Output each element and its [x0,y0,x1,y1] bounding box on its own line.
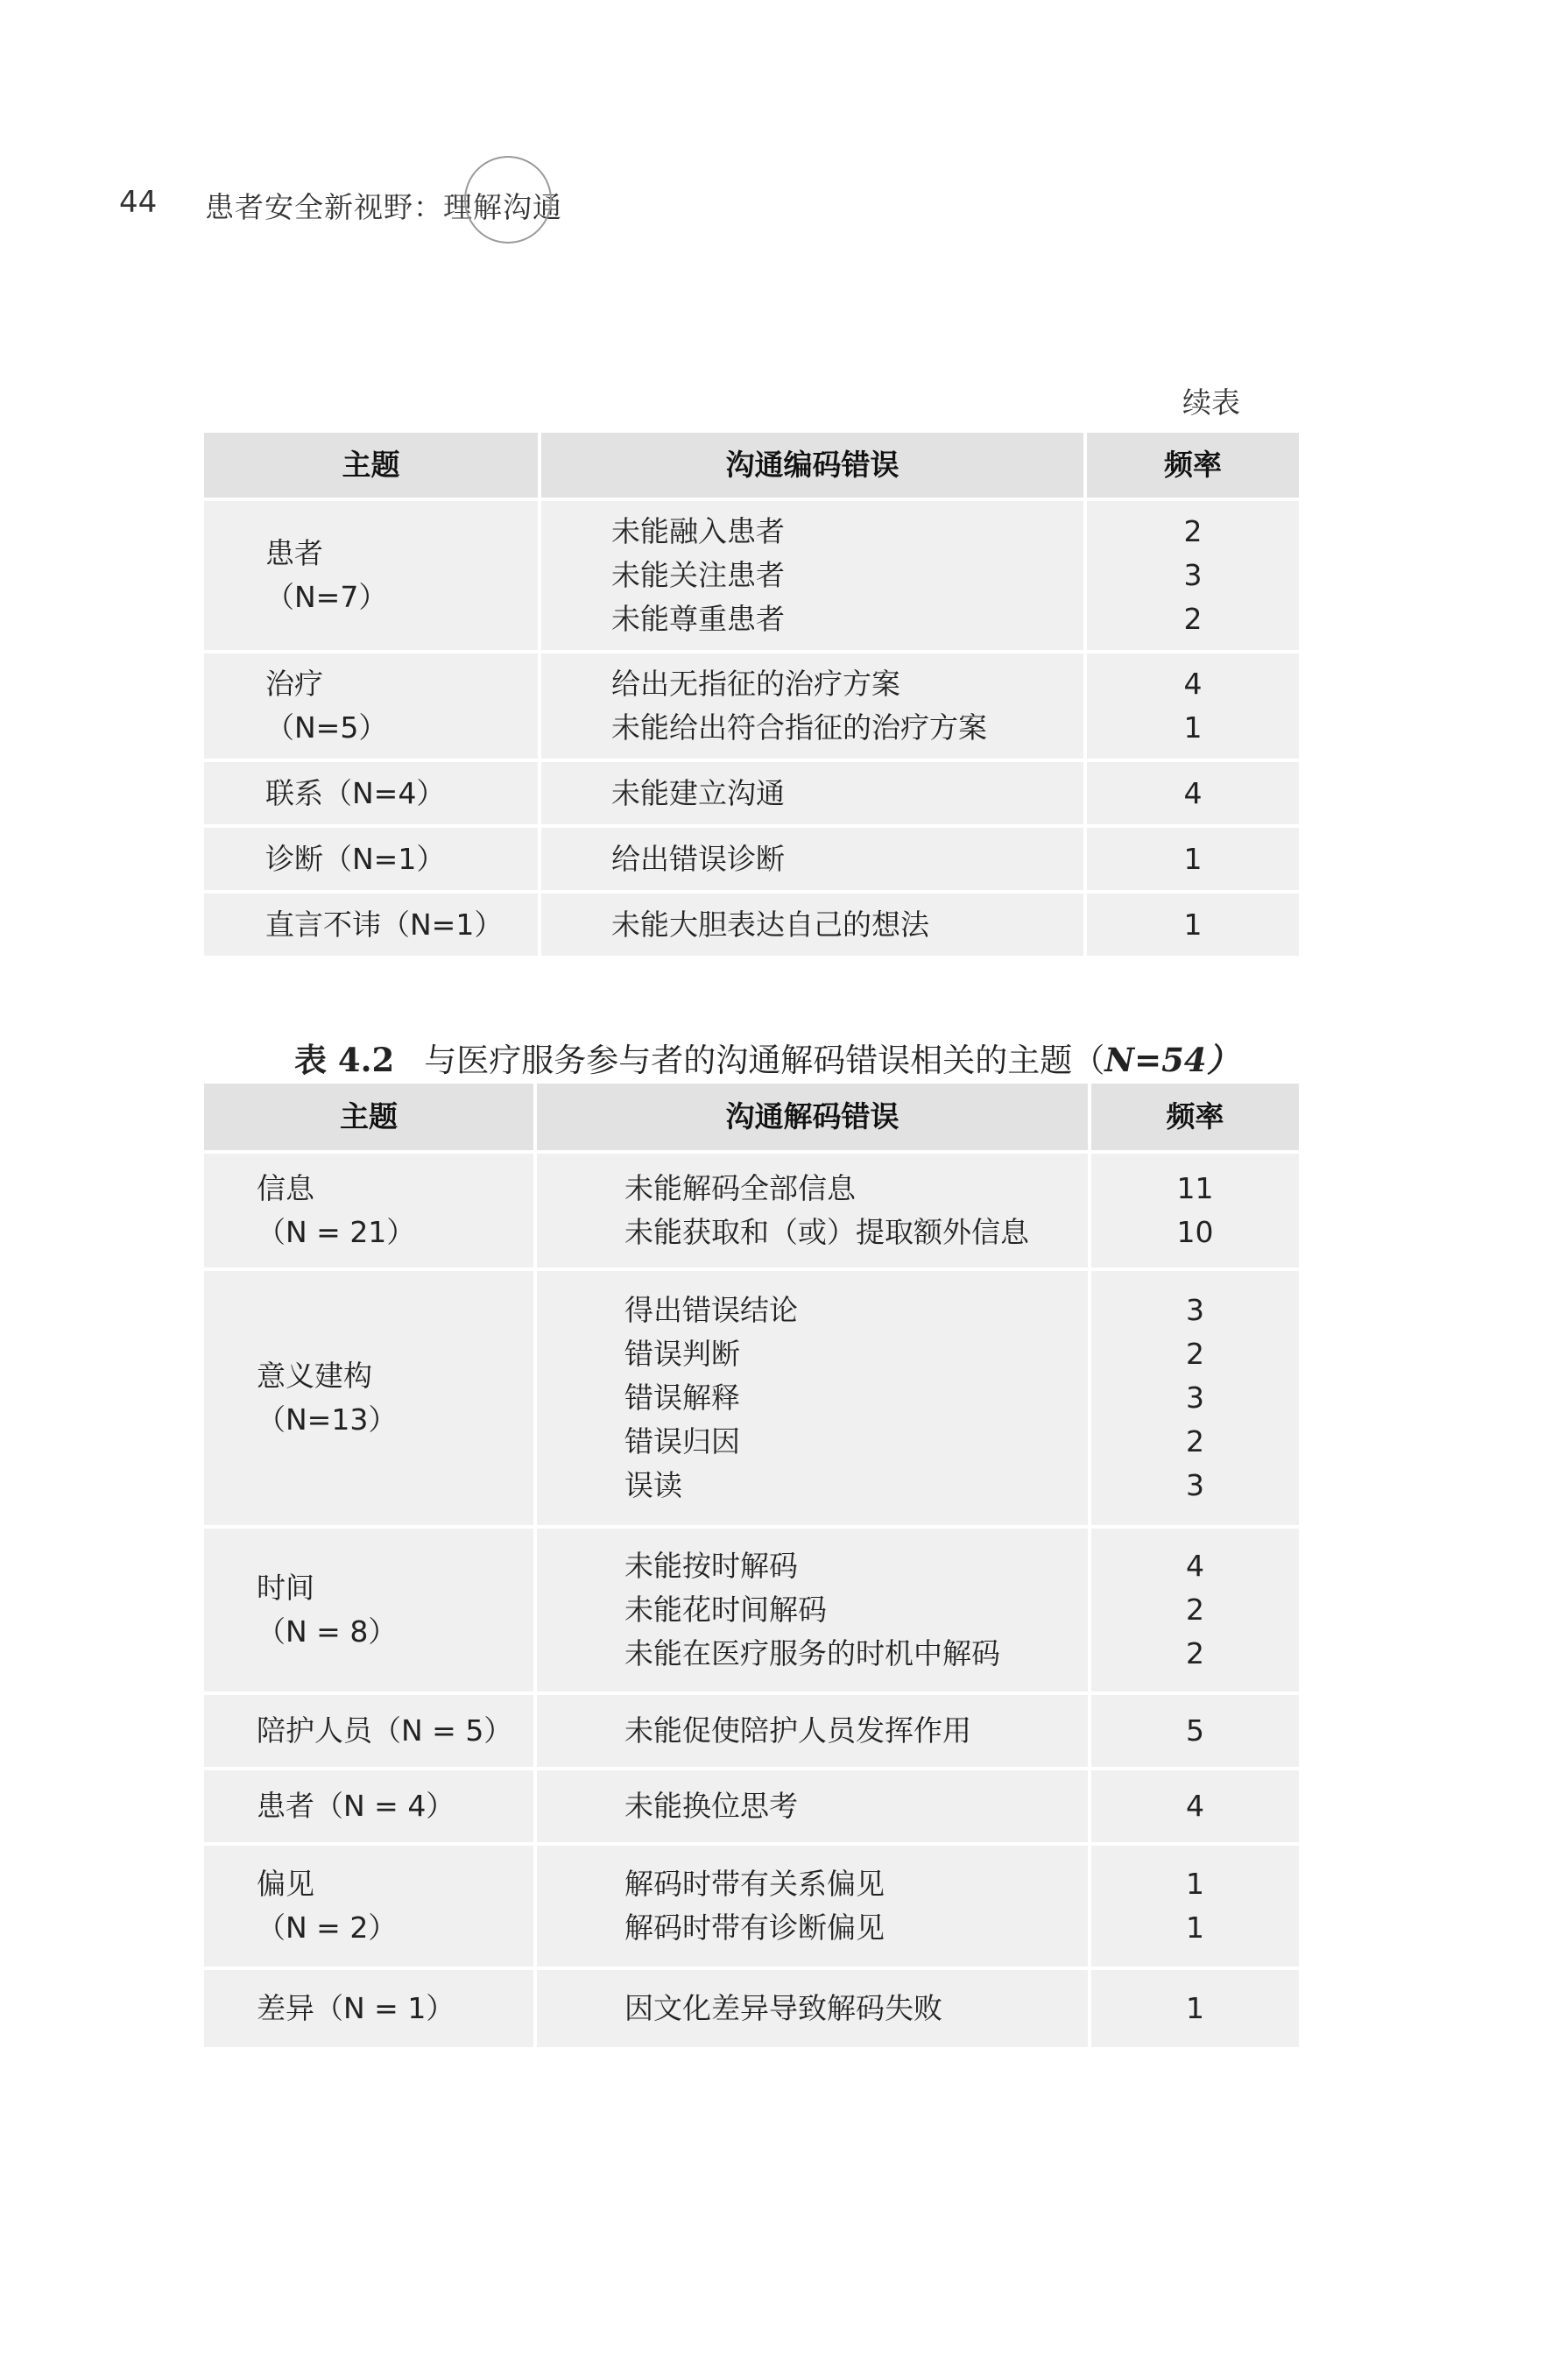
error-item: 未能融入患者 [611,514,785,548]
frequency-cell [1083,828,1299,890]
frequency-value: 1 [1186,1867,1204,1901]
decoding-errors-table [204,1084,1299,2051]
table-row [204,501,1299,653]
table-row [204,1695,1299,1770]
theme-cell [204,762,538,824]
table-row [204,828,1299,893]
error-item: 未能获取和（或）提取额外信息 [624,1215,1029,1249]
header-errors: 沟通编码错误 [538,433,1083,498]
header-frequency: 频率 [1088,1084,1299,1150]
errors-cell [533,1529,1088,1691]
frequency-value: 2 [1183,602,1203,636]
theme-cell [204,501,538,650]
theme-name: 陪护人员（N = 5） [257,1713,513,1748]
errors-cell [538,653,1083,759]
table-row [204,1271,1299,1529]
frequency-value: 3 [1183,558,1203,592]
caption-n: N [1104,1041,1135,1079]
frequency-value: 10 [1176,1215,1214,1249]
theme-name: 信息 [257,1171,314,1205]
header-errors: 沟通解码错误 [533,1084,1088,1150]
header-theme: 主题 [342,448,400,482]
theme-count: （N = 8） [257,1614,398,1649]
error-item: 因文化差异导致解码失败 [624,1991,942,2025]
theme-name: 患者（N = 4） [257,1789,455,1823]
frequency-value: 4 [1186,1789,1204,1823]
theme-name: 诊断（N=1） [265,841,446,876]
error-item: 未能关注患者 [611,558,785,592]
frequency-value: 4 [1186,1549,1204,1583]
frequency-cell [1083,653,1299,759]
theme-count: （N=7） [265,580,388,614]
table-row [204,1846,1299,1970]
continued-label: 续表 [1182,385,1240,420]
theme-cell [204,1846,533,1967]
frequency-cell [1088,1970,1299,2047]
frequency-value: 2 [1186,1636,1204,1670]
errors-cell [538,828,1083,890]
frequency-cell [1088,1271,1299,1525]
error-item: 未能尊重患者 [611,602,785,636]
table-row [204,762,1299,828]
error-item: 未能解码全部信息 [624,1171,856,1205]
table-row [204,653,1299,762]
theme-name: 直言不讳（N=1） [265,907,504,942]
theme-cell [204,1271,533,1525]
errors-cell [538,501,1083,650]
header-circle-ornament [464,156,552,244]
frequency-value: 1 [1183,907,1203,942]
errors-cell [533,1154,1088,1268]
frequency-cell [1088,1770,1299,1842]
frequency-value: 11 [1176,1171,1214,1205]
theme-cell [204,828,538,890]
errors-cell [538,762,1083,824]
caption-text: 与医疗服务参与者的沟通解码错误相关的主题（ [424,1042,1105,1079]
error-item: 未能在医疗服务的时机中解码 [624,1636,1000,1670]
error-item: 解码时带有诊断偏见 [624,1910,885,1945]
error-item: 未能按时解码 [624,1549,798,1583]
caption-tail: =54） [1134,1041,1239,1079]
frequency-value: 2 [1183,514,1203,548]
theme-name: 时间 [257,1571,314,1605]
table-header-row [204,1084,1299,1154]
theme-name: 治疗 [265,667,323,701]
errors-cell [533,1695,1088,1767]
frequency-value: 3 [1186,1468,1204,1502]
error-item: 未能大胆表达自己的想法 [611,907,929,942]
frequency-cell [1088,1154,1299,1268]
theme-count: （N = 21） [257,1215,416,1249]
frequency-value: 4 [1183,775,1203,810]
frequency-value: 2 [1186,1424,1204,1458]
table-header-row [204,433,1299,501]
theme-cell [204,1154,533,1268]
theme-count: （N=13） [257,1402,398,1437]
frequency-value: 5 [1186,1713,1204,1748]
errors-cell [533,1846,1088,1967]
error-item: 未能花时间解码 [624,1593,827,1627]
table-caption [294,1034,1239,1081]
theme-cell [204,1770,533,1842]
error-item: 给出错误诊断 [611,841,785,876]
frequency-value: 2 [1186,1337,1204,1371]
frequency-cell [1088,1695,1299,1767]
frequency-value: 1 [1186,1910,1204,1945]
error-item: 得出错误结论 [624,1293,798,1327]
theme-cell [204,1970,533,2047]
theme-name: 患者 [265,536,323,570]
error-item: 错误解释 [624,1381,740,1415]
frequency-cell [1088,1529,1299,1691]
theme-cell [204,653,538,759]
frequency-value: 1 [1183,841,1203,876]
theme-count: （N=5） [265,710,388,745]
error-item: 给出无指征的治疗方案 [611,667,900,701]
error-item: 错误归因 [624,1424,740,1458]
running-title: 患者安全新视野：理解沟通 [205,190,562,224]
theme-name: 意义建构 [257,1359,372,1393]
theme-name: 偏见 [257,1867,314,1901]
error-item: 解码时带有关系偏见 [624,1867,885,1901]
error-item: 错误判断 [624,1337,740,1371]
page-number: 44 [119,185,158,220]
table-row [204,1154,1299,1271]
error-item: 未能给出符合指征的治疗方案 [611,710,987,745]
error-item: 未能换位思考 [624,1789,798,1823]
frequency-value: 3 [1186,1381,1204,1415]
caption-number: 表 4.2 [294,1041,395,1079]
error-item: 未能促使陪护人员发挥作用 [624,1713,971,1748]
frequency-cell [1083,893,1299,956]
frequency-value: 4 [1183,667,1203,701]
frequency-value: 2 [1186,1593,1204,1627]
theme-name: 差异（N = 1） [257,1991,455,2025]
frequency-cell [1088,1846,1299,1967]
errors-cell [533,1970,1088,2047]
theme-cell [204,1529,533,1691]
encoding-errors-table [204,433,1299,959]
table-row [204,1770,1299,1846]
table-row [204,893,1299,959]
header-theme: 主题 [340,1099,398,1134]
frequency-value: 3 [1186,1293,1204,1327]
error-item: 未能建立沟通 [611,775,785,810]
table-row [204,1970,1299,2051]
frequency-cell [1083,501,1299,650]
theme-cell [204,1695,533,1767]
theme-name: 联系（N=4） [265,775,446,810]
header-frequency: 频率 [1083,433,1299,498]
theme-cell [204,893,538,956]
frequency-value: 1 [1186,1991,1204,2025]
frequency-value: 1 [1183,710,1203,745]
theme-count: （N = 2） [257,1910,398,1945]
errors-cell [538,893,1083,956]
errors-cell [533,1271,1088,1525]
error-item: 误读 [624,1468,682,1502]
table-row [204,1529,1299,1695]
errors-cell [533,1770,1088,1842]
frequency-cell [1083,762,1299,824]
